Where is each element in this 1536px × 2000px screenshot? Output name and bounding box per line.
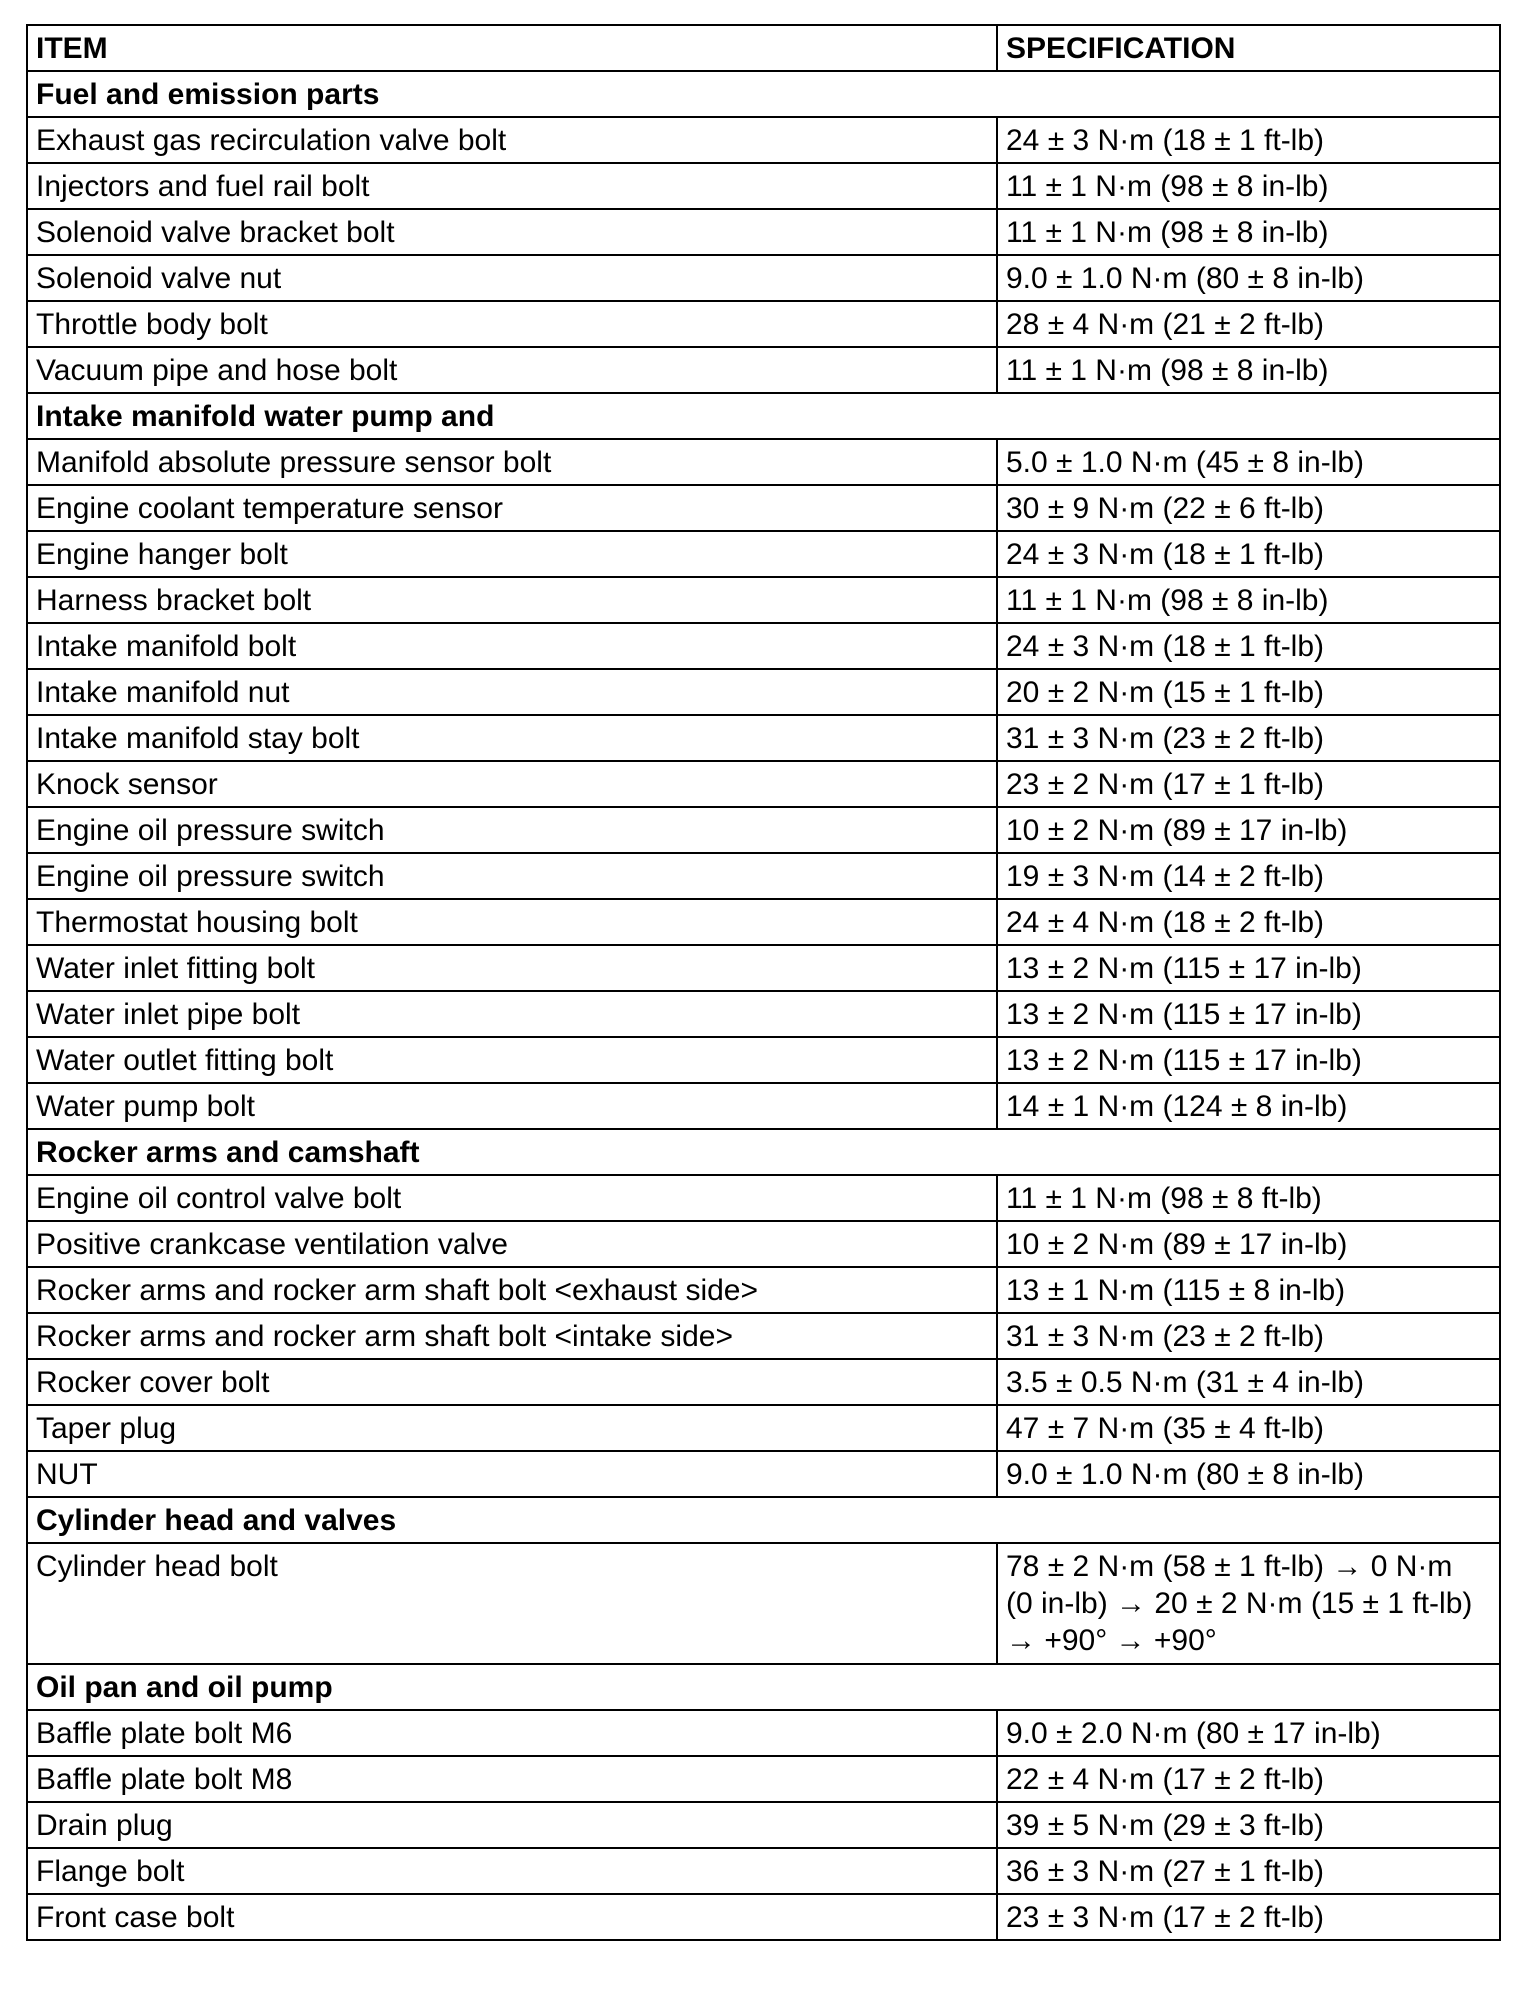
table-row bbox=[27, 1802, 1500, 1848]
specification-cell: 19 ± 3 N·m (14 ± 2 ft-lb) bbox=[997, 853, 1500, 899]
item-cell: Rocker arms and rocker arm shaft bolt <intake side> bbox=[27, 1313, 997, 1359]
table-row bbox=[27, 163, 1500, 209]
table-row bbox=[27, 1083, 1500, 1129]
item-cell: Baffle plate bolt M6 bbox=[27, 1710, 997, 1756]
section-title: Fuel and emission parts bbox=[27, 71, 1500, 117]
specification-cell: 22 ± 4 N·m (17 ± 2 ft-lb) bbox=[997, 1756, 1500, 1802]
specification-cell: 23 ± 3 N·m (17 ± 2 ft-lb) bbox=[997, 1894, 1500, 1940]
section-title: Rocker arms and camshaft bbox=[27, 1129, 1500, 1175]
section-header-row bbox=[27, 393, 1500, 439]
table-row bbox=[27, 117, 1500, 163]
item-cell: Thermostat housing bolt bbox=[27, 899, 997, 945]
table-row bbox=[27, 945, 1500, 991]
specification-cell: 24 ± 4 N·m (18 ± 2 ft-lb) bbox=[997, 899, 1500, 945]
specification-cell: 39 ± 5 N·m (29 ± 3 ft-lb) bbox=[997, 1802, 1500, 1848]
item-cell: Rocker cover bolt bbox=[27, 1359, 997, 1405]
specification-cell: 31 ± 3 N·m (23 ± 2 ft-lb) bbox=[997, 1313, 1500, 1359]
table-row bbox=[27, 485, 1500, 531]
item-cell: Drain plug bbox=[27, 1802, 997, 1848]
table-row bbox=[27, 1756, 1500, 1802]
specification-cell: 31 ± 3 N·m (23 ± 2 ft-lb) bbox=[997, 715, 1500, 761]
item-cell: Water inlet pipe bolt bbox=[27, 991, 997, 1037]
table-row bbox=[27, 715, 1500, 761]
specification-cell: 9.0 ± 1.0 N·m (80 ± 8 in-lb) bbox=[997, 1451, 1500, 1497]
table-row bbox=[27, 807, 1500, 853]
table-row bbox=[27, 1175, 1500, 1221]
table-row bbox=[27, 347, 1500, 393]
table-row bbox=[27, 991, 1500, 1037]
item-cell: Positive crankcase ventilation valve bbox=[27, 1221, 997, 1267]
specification-cell: 11 ± 1 N·m (98 ± 8 ft-lb) bbox=[997, 1175, 1500, 1221]
item-cell: Solenoid valve nut bbox=[27, 255, 997, 301]
specification-cell: 9.0 ± 2.0 N·m (80 ± 17 in-lb) bbox=[997, 1710, 1500, 1756]
specification-cell: 24 ± 3 N·m (18 ± 1 ft-lb) bbox=[997, 117, 1500, 163]
specification-cell: 11 ± 1 N·m (98 ± 8 in-lb) bbox=[997, 209, 1500, 255]
item-cell: Engine coolant temperature sensor bbox=[27, 485, 997, 531]
specification-cell: 13 ± 2 N·m (115 ± 17 in-lb) bbox=[997, 1037, 1500, 1083]
specification-cell: 11 ± 1 N·m (98 ± 8 in-lb) bbox=[997, 577, 1500, 623]
table-row bbox=[27, 255, 1500, 301]
section-title: Cylinder head and valves bbox=[27, 1497, 1500, 1543]
specification-cell: 23 ± 2 N·m (17 ± 1 ft-lb) bbox=[997, 761, 1500, 807]
item-cell: Baffle plate bolt M8 bbox=[27, 1756, 997, 1802]
section-header-row bbox=[27, 1129, 1500, 1175]
specification-cell: 3.5 ± 0.5 N·m (31 ± 4 in-lb) bbox=[997, 1359, 1500, 1405]
specification-cell: 14 ± 1 N·m (124 ± 8 in-lb) bbox=[997, 1083, 1500, 1129]
specification-cell: 78 ± 2 N·m (58 ± 1 ft-lb) → 0 N·m (0 in-lb) → 20 ± 2 N·m (15 ± 1 ft-lb) → +90° → +90° bbox=[997, 1543, 1500, 1664]
specification-cell: 13 ± 1 N·m (115 ± 8 in-lb) bbox=[997, 1267, 1500, 1313]
table-row bbox=[27, 301, 1500, 347]
table-row bbox=[27, 209, 1500, 255]
section-title: Oil pan and oil pump bbox=[27, 1664, 1500, 1710]
table-row bbox=[27, 1267, 1500, 1313]
item-cell: Harness bracket bolt bbox=[27, 577, 997, 623]
table-row bbox=[27, 577, 1500, 623]
item-cell: Engine oil pressure switch bbox=[27, 853, 997, 899]
item-cell: Taper plug bbox=[27, 1405, 997, 1451]
specification-cell: 30 ± 9 N·m (22 ± 6 ft-lb) bbox=[997, 485, 1500, 531]
specification-cell: 10 ± 2 N·m (89 ± 17 in-lb) bbox=[997, 1221, 1500, 1267]
torque-spec-table bbox=[26, 24, 1501, 1941]
table-row bbox=[27, 1848, 1500, 1894]
specification-cell: 47 ± 7 N·m (35 ± 4 ft-lb) bbox=[997, 1405, 1500, 1451]
table-row bbox=[27, 1313, 1500, 1359]
item-cell: Vacuum pipe and hose bolt bbox=[27, 347, 997, 393]
table-row bbox=[27, 1221, 1500, 1267]
table-row bbox=[27, 1543, 1500, 1664]
item-cell: Water pump bolt bbox=[27, 1083, 997, 1129]
item-cell: NUT bbox=[27, 1451, 997, 1497]
specification-cell: 9.0 ± 1.0 N·m (80 ± 8 in-lb) bbox=[997, 255, 1500, 301]
item-cell: Intake manifold nut bbox=[27, 669, 997, 715]
table-row bbox=[27, 1359, 1500, 1405]
specification-cell: 5.0 ± 1.0 N·m (45 ± 8 in-lb) bbox=[997, 439, 1500, 485]
column-header-item: ITEM bbox=[27, 25, 997, 71]
table-row bbox=[27, 853, 1500, 899]
item-cell: Engine oil pressure switch bbox=[27, 807, 997, 853]
item-cell: Water outlet fitting bolt bbox=[27, 1037, 997, 1083]
table-row bbox=[27, 1894, 1500, 1940]
item-cell: Cylinder head bolt bbox=[27, 1543, 997, 1664]
table-row bbox=[27, 761, 1500, 807]
item-cell: Manifold absolute pressure sensor bolt bbox=[27, 439, 997, 485]
specification-cell: 10 ± 2 N·m (89 ± 17 in-lb) bbox=[997, 807, 1500, 853]
column-header-specification: SPECIFICATION bbox=[997, 25, 1500, 71]
item-cell: Intake manifold bolt bbox=[27, 623, 997, 669]
table-row bbox=[27, 1710, 1500, 1756]
specification-cell: 24 ± 3 N·m (18 ± 1 ft-lb) bbox=[997, 623, 1500, 669]
specification-cell: 13 ± 2 N·m (115 ± 17 in-lb) bbox=[997, 991, 1500, 1037]
item-cell: Flange bolt bbox=[27, 1848, 997, 1894]
item-cell: Engine hanger bolt bbox=[27, 531, 997, 577]
item-cell: Injectors and fuel rail bolt bbox=[27, 163, 997, 209]
table-row bbox=[27, 669, 1500, 715]
section-title: Intake manifold water pump and bbox=[27, 393, 1500, 439]
specification-cell: 13 ± 2 N·m (115 ± 17 in-lb) bbox=[997, 945, 1500, 991]
specification-cell: 20 ± 2 N·m (15 ± 1 ft-lb) bbox=[997, 669, 1500, 715]
table-row bbox=[27, 623, 1500, 669]
section-header-row bbox=[27, 71, 1500, 117]
specification-cell: 11 ± 1 N·m (98 ± 8 in-lb) bbox=[997, 347, 1500, 393]
table-body bbox=[27, 25, 1500, 1940]
table-row bbox=[27, 439, 1500, 485]
item-cell: Water inlet fitting bolt bbox=[27, 945, 997, 991]
table-row bbox=[27, 531, 1500, 577]
item-cell: Front case bolt bbox=[27, 1894, 997, 1940]
item-cell: Engine oil control valve bolt bbox=[27, 1175, 997, 1221]
item-cell: Rocker arms and rocker arm shaft bolt <exhaust side> bbox=[27, 1267, 997, 1313]
section-header-row bbox=[27, 1497, 1500, 1543]
specification-cell: 36 ± 3 N·m (27 ± 1 ft-lb) bbox=[997, 1848, 1500, 1894]
item-cell: Throttle body bolt bbox=[27, 301, 997, 347]
table-row bbox=[27, 1451, 1500, 1497]
item-cell: Solenoid valve bracket bolt bbox=[27, 209, 997, 255]
table-row bbox=[27, 899, 1500, 945]
specification-cell: 28 ± 4 N·m (21 ± 2 ft-lb) bbox=[997, 301, 1500, 347]
section-header-row bbox=[27, 1664, 1500, 1710]
item-cell: Intake manifold stay bolt bbox=[27, 715, 997, 761]
item-cell: Knock sensor bbox=[27, 761, 997, 807]
table-row bbox=[27, 1405, 1500, 1451]
specification-cell: 24 ± 3 N·m (18 ± 1 ft-lb) bbox=[997, 531, 1500, 577]
item-cell: Exhaust gas recirculation valve bolt bbox=[27, 117, 997, 163]
table-header-row bbox=[27, 25, 1500, 71]
specification-cell: 11 ± 1 N·m (98 ± 8 in-lb) bbox=[997, 163, 1500, 209]
table-row bbox=[27, 1037, 1500, 1083]
